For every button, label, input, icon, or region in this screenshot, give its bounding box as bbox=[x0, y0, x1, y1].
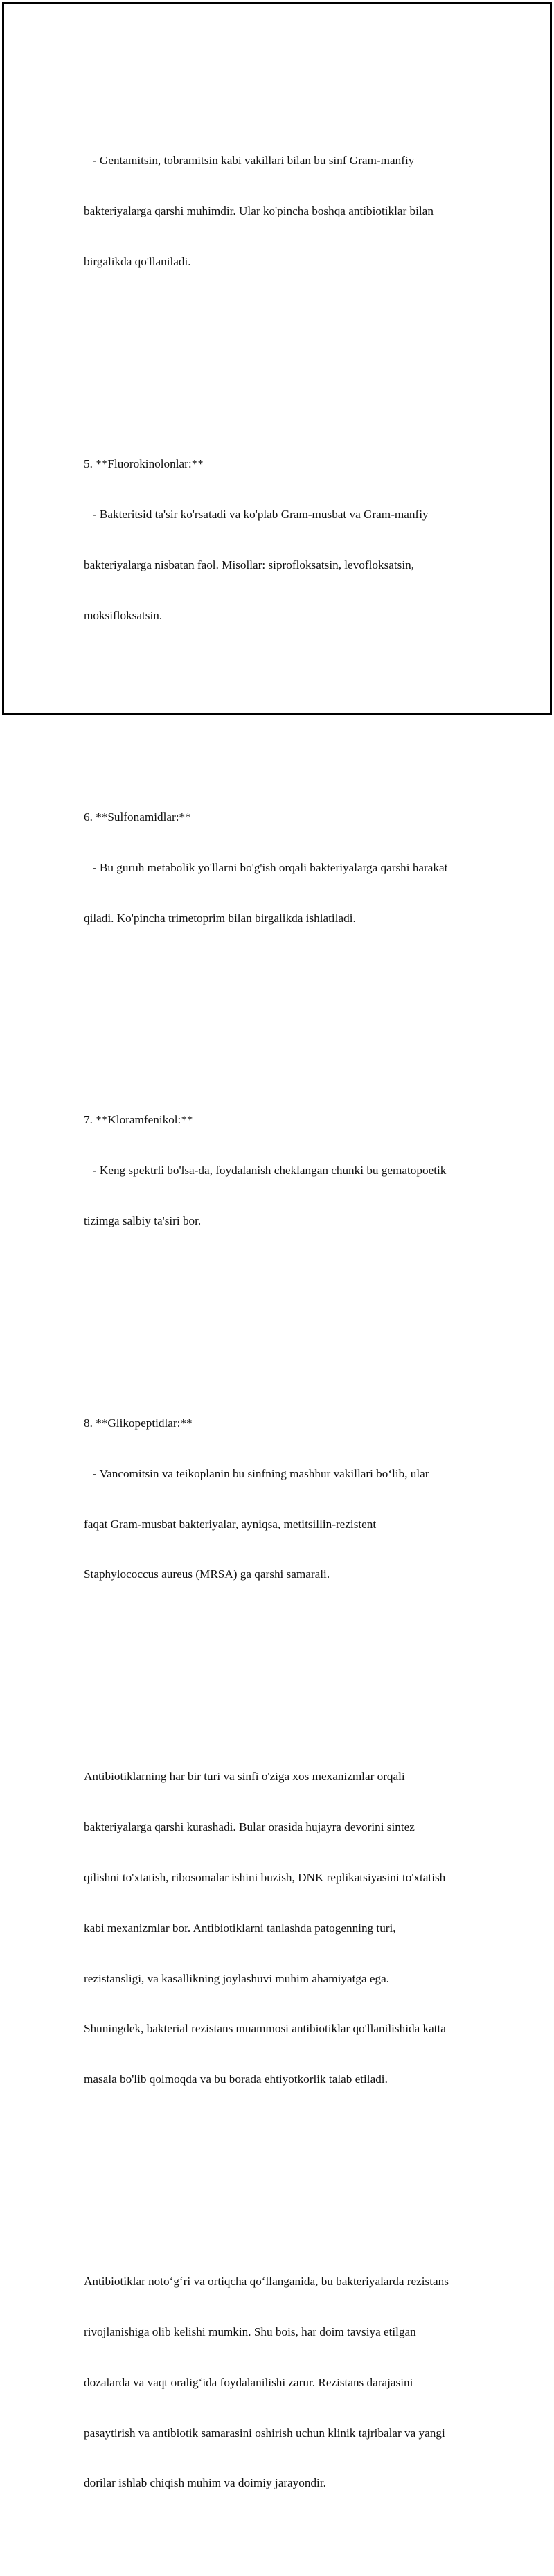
text-line: birgalikda qo'llaniladi. bbox=[84, 255, 191, 269]
list-item-heading: 8. **Glikopeptidlar:** bbox=[84, 1416, 193, 1430]
text-line: rivojlanishiga olib kelishi mumkin. Shu bois, har doim tavsiya etilgan bbox=[84, 2325, 416, 2338]
paragraph-gap bbox=[84, 1011, 499, 1028]
text-line: qilishni to'xtatish, ribosomalar ishini buzish, DNK replikatsiyasini to'xtatish bbox=[84, 1870, 446, 1884]
paragraph-gap bbox=[84, 2172, 499, 2189]
list-item-heading: 7. **Kloramfenikol:** bbox=[84, 1113, 193, 1127]
text-line: Shuningdek, bakterial rezistans muammosi antibiotiklar qo'llanilishida katta bbox=[84, 2022, 446, 2036]
text-line: Antibiotiklar noto‘g‘ri va ortiqcha qo‘llanganida, bu bakteriyalarda rezistans bbox=[84, 2274, 449, 2288]
list-item-heading: 5. **Fluorokinolonlar:** bbox=[84, 456, 204, 470]
text-line: - Keng spektrli bo'lsa-da, foydalanish cheklangan chunki bu gematopoetik bbox=[84, 1164, 447, 1178]
paragraph-gap bbox=[84, 1667, 499, 1684]
list-item-sulfonamidlar bbox=[84, 775, 499, 960]
list-item-fluorokinolonlar bbox=[84, 422, 499, 657]
document-body bbox=[84, 69, 499, 2576]
paragraph-gap bbox=[84, 355, 499, 371]
text-line: pasaytirish va antibiotik samarasini oshirish uchun klinik tajribalar va yangi bbox=[84, 2426, 445, 2440]
text-line: masala bo'lib qolmoqda va bu borada ehtiyotkorlik talab etiladi. bbox=[84, 2072, 388, 2086]
text-line: bakteriyalarga qarshi kurashadi. Bular orasida hujayra devorini sintez bbox=[84, 1820, 415, 1833]
page-frame bbox=[2, 2, 552, 2490]
text-line: - Vancomitsin va teikoplanin bu sinfning mashhur vakillari bo‘lib, ular bbox=[84, 1466, 429, 1480]
paragraph-resistance bbox=[84, 2239, 499, 2525]
text-line: - Gentamitsin, tobramitsin kabi vakillari bilan bu sinf Gram-manfiy bbox=[84, 154, 415, 168]
paragraph-gap bbox=[84, 708, 499, 725]
paragraph-mechanisms bbox=[84, 1734, 499, 2122]
text-line: dozalarda va vaqt oralig‘ida foydalanilishi zarur. Rezistans darajasini bbox=[84, 2375, 413, 2389]
text-line: moksifloksatsin. bbox=[84, 608, 163, 622]
text-line: tizimga salbiy ta'siri bor. bbox=[84, 1214, 202, 1228]
text-line: bakteriyalarga nisbatan faol. Misollar: siprofloksatsin, levofloksatsin, bbox=[84, 558, 415, 571]
text-line: dorilar ishlab chiqish muhim va doimiy jarayondir. bbox=[84, 2476, 326, 2490]
text-line: faqat Gram-musbat bakteriyalar, ayniqsa, metitsillin-rezistent bbox=[84, 1517, 377, 1531]
text-line: Antibiotiklarning har bir turi va sinfi o'ziga xos mexanizmlar orqali bbox=[84, 1769, 405, 1783]
list-item-heading: 6. **Sulfonamidlar:** bbox=[84, 810, 191, 824]
text-line: bakteriyalarga qarshi muhimdir. Ular ko'pincha boshqa antibiotiklar bilan bbox=[84, 204, 434, 218]
text-line: qiladi. Ko'pincha trimetoprim bilan birgalikda ishlatiladi. bbox=[84, 911, 356, 925]
list-item-kloramfenikol bbox=[84, 1078, 499, 1263]
paragraph-gap bbox=[84, 1314, 499, 1331]
text-line: - Bakteritsid ta'sir ko'rsatadi va ko'plab Gram-musbat va Gram-manfiy bbox=[84, 507, 429, 521]
text-line: kabi mexanizmlar bor. Antibiotiklarni tanlashda patogenning turi, bbox=[84, 1921, 396, 1935]
list-item-continuation bbox=[84, 119, 499, 304]
text-line: Staphylococcus aureus (MRSA) ga qarshi samarali. bbox=[84, 1567, 330, 1581]
list-item-glikopeptidlar bbox=[84, 1381, 499, 1617]
text-line: rezistansligi, va kasallikning joylashuvi muhim ahamiyatga ega. bbox=[84, 1971, 390, 1985]
text-line: - Bu guruh metabolik yo'llarni bo'g'ish orqali bakteriyalarga qarshi harakat bbox=[84, 860, 448, 874]
